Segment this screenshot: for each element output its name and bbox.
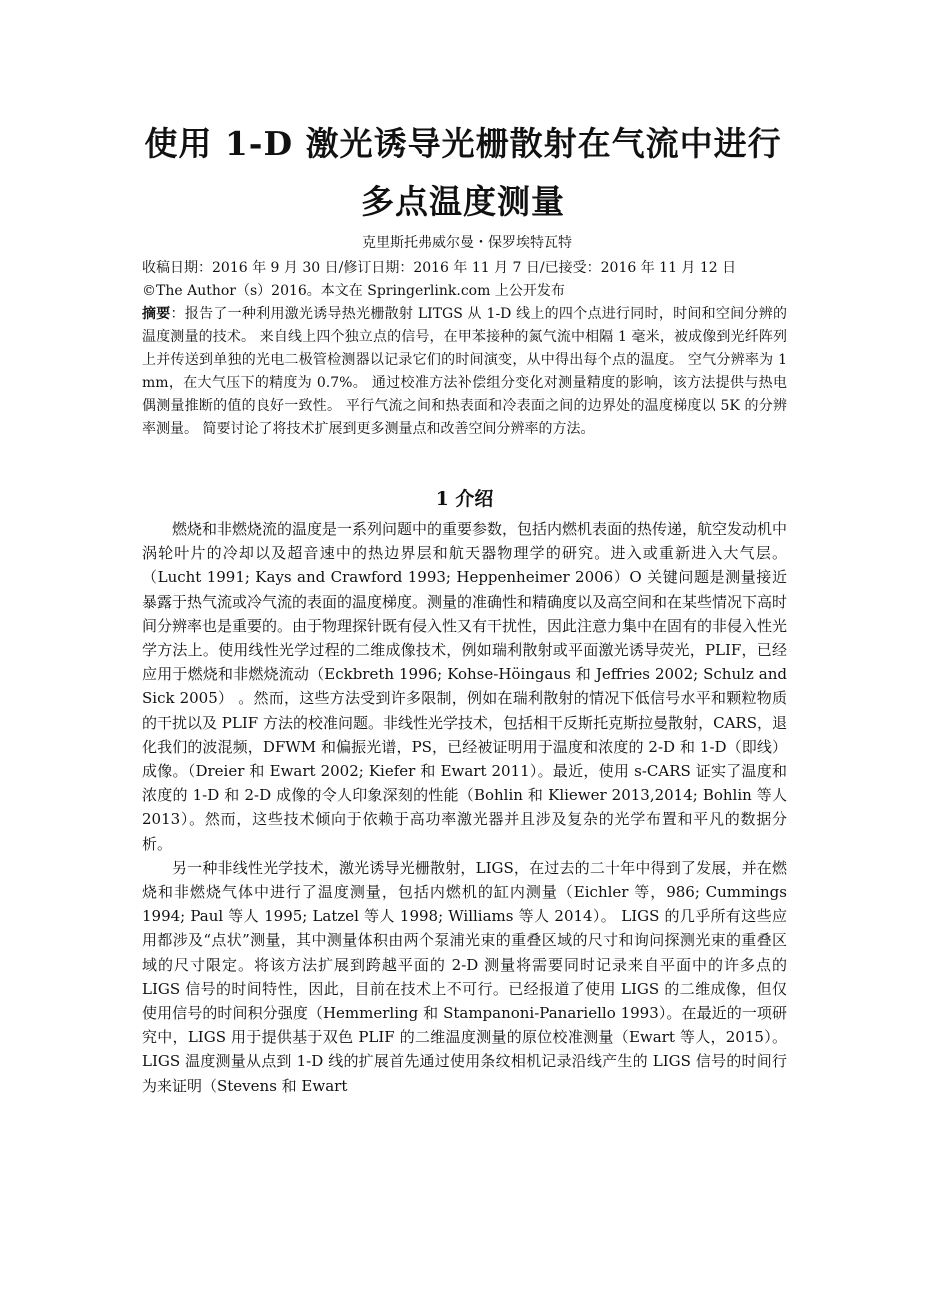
abstract (142, 303, 787, 441)
title-line-1: 使用 1-D 激光诱导光栅散射在气流中进行 (144, 124, 782, 163)
title-line-2: 多点温度测量 (361, 182, 565, 221)
paragraph: 另一种非线性光学技术，激光诱导光栅散射，LIGS，在过去的二十年中得到了发展，并在燃烧和非燃烧气体中进行了温度测量，包括内燃机的缸内测量（Eichler 等，986; Cummings 1994; Paul 等人 1995; Latzel 等人 1998; Williams 等人 2014）。 LIGS 的几乎所有这些应用都涉及“点状”测量，其中测量体积由两个泵浦光束的重叠区域的尺寸和询问探测光束的重叠区域的尺寸限定。将该方法扩展到跨越平面的 2-D 测量将需要同时记录来自平面中的许多点的 LIGS 信号的时间特性，因此，目前在技术上不可行。已经报道了使用 LIGS 的二维成像，但仅使用信号的时间积分强度（Hemmerling 和 Stampanoni-Panariello 1993）。在最近的一项研究中，LIGS 用于提供基于双色 PLIF 的二维温度测量的原位校准测量（Ewart 等人，2015）。 LIGS 温度测量从点到 1-D 线的扩展首先通过使用条纹相机记录沿线产生的 LIGS 信号的时间行为来证明（Stevens 和 Ewart (142, 858, 787, 1095)
section-heading-introduction: 1 介绍 (435, 488, 494, 510)
abstract-text: ：报告了一种利用激光诱导热光栅散射 LITGS 从 1-D 线上的四个点进行同时，时间和空间分辨的温度测量的技术。 来自线上四个独立点的信号，在甲苯接种的氮气流中相隔 1 毫米，被成像到光纤阵列上并传送到单独的光电二极管检测器以记录它们的时间演变，从中得出每个点的温度。 空气分辨率为 1 mm，在大气压下的精度为 0.7%。 通过校准方法补偿组分变化对测量精度的影响，该方法提供与热电偶测量推断的值的良好一致性。 平行气流之间和热表面和冷表面之间的边界处的温度梯度以 5K 的分辨率测量。 简要讨论了将技术扩展到更多测量点和改善空间分辨率的方法。 (142, 306, 787, 437)
abstract-label: 摘要 (142, 306, 171, 322)
copyright-notice: ©The Author（s）2016。本文在 Springerlink.com 上公开发布 (142, 283, 565, 299)
paragraph: 燃烧和非燃烧流的温度是一系列问题中的重要参数，包括内燃机表面的热传递，航空发动机中涡轮叶片的冷却以及超音速中的热边界层和航天器物理学的研究。进入或重新进入大气层。 （Lucht 1991; Kays and Crawford 1993; Heppenheimer 2006）O 关键问题是测量接近暴露于热气流或冷气流的表面的温度梯度。测量的准确性和精确度以及高空间和在某些情况下高时间分辨率也是重要的。由于物理探针既有侵入性又有干扰性，因此注意力集中在固有的非侵入性光学方法上。使用线性光学过程的二维成像技术，例如瑞利散射或平面激光诱导荧光，PLIF，已经应用于燃烧和非燃烧流动（Eckbreth 1996; Kohse-Höingaus 和 Jeffries 2002; Schulz and Sick 2005） 。然而，这些方法受到许多限制，例如在瑞利散射的情况下低信号水平和颗粒物质的干扰以及 PLIF 方法的校准问题。非线性光学技术，包括相干反斯托克斯拉曼散射，CARS，退化我们的波混频，DFWM 和偏振光谱，PS，已经被证明用于温度和浓度的 2-D 和 1-D（即线）成像。（Dreier 和 Ewart 2002; Kiefer 和 Ewart 2011）。最近，使用 s-CARS 证实了温度和浓度的 1-D 和 2-D 成像的令人印象深刻的性能（Bohlin 和 Kliewer 2013,2014; Bohlin 等人 2013）。然而，这些技术倾向于依赖于高功率激光器并且涉及复杂的光学布置和平凡的数据分析。 (142, 520, 788, 853)
authors: 克里斯托弗威尔曼・保罗埃特瓦特 (362, 235, 572, 251)
submission-dates: 收稿日期：2016 年 9 月 30 日/修订日期：2016 年 11 月 7 日/已接受：2016 年 11 月 12 日 (142, 260, 737, 276)
body-text (142, 517, 787, 1098)
